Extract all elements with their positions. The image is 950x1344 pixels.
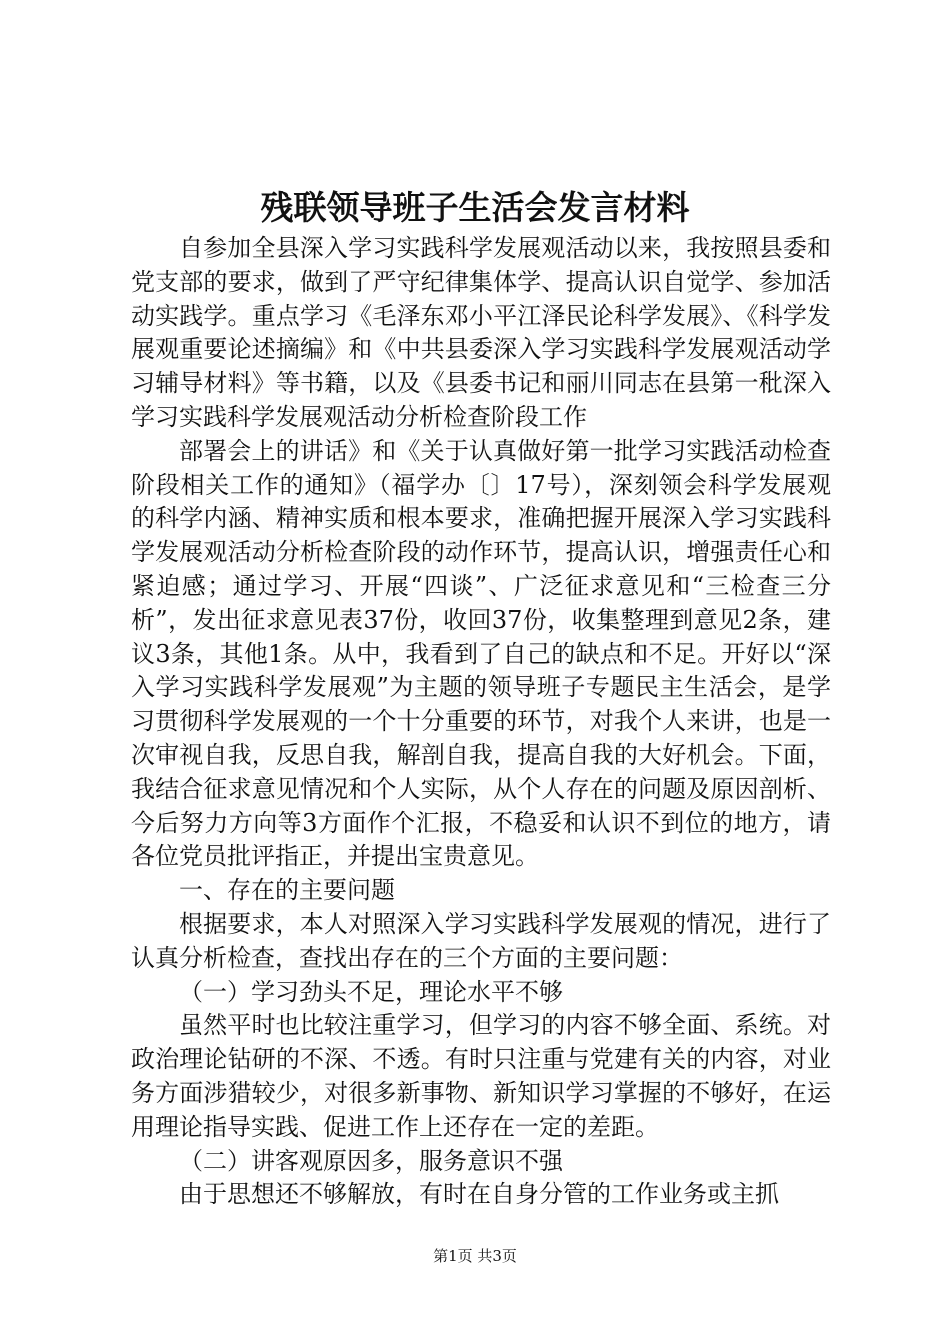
paragraph: 自参加全县深入学习实践科学发展观活动以来，我按照县委和党支部的要求，做到了严守纪律集体学、提高认识自觉学、参加活动实践学。重点学习《毛泽东邓小平江泽民论科学发展》、《科学发展观重要论述摘编》和《中共县委深入学习实践科学发展观活动学习辅导材料》等书籍，以及《县委书记和丽川同志在县第一秕深入学习实践科学发展观活动分析检查阶段工作: [131, 234, 831, 431]
document-body: [131, 232, 831, 1212]
paragraph: 虽然平时也比较注重学习，但学习的内容不够全面、系统。对政治理论钻研的不深、不透。有时只注重与党建有关的内容，对业务方面涉猎较少，对很多新事物、新知识学习掌握的不够好，在运用理论指导实践、促进工作上还存在一定的差距。: [131, 1011, 831, 1141]
subsection-heading: （二）讲客观原因多，服务意识不强: [179, 1146, 563, 1175]
paragraph: 根据要求，本人对照深入学习实践科学发展观的情况，进行了认真分析检查，查找出存在的三个方面的主要问题：: [131, 909, 831, 972]
document-title: 残联领导班子生活会发言材料: [260, 188, 690, 227]
page-footer: 第1页 共3页: [433, 1247, 517, 1265]
paragraph: 部署会上的讲话》和《关于认真做好第一批学习实践活动检查阶段相关工作的通知》（福学办〔〕17号），深刻领会科学发展观的科学内涵、精神实质和根本要求，准确把握开展深入学习实践科学发展观活动分析检查阶段的动作环节，提高认识，增强责任心和紧迫感；通过学习、开展“四谈”、广泛征求意见和“三检查三分析”，发出征求意见表37份，收回37份，收集整理到意见2条，建议3条，其他1条。从中，我看到了自己的缺点和不足。开好以“深入学习实践科学发展观”为主题的领导班子专题民主生活会，是学习贯彻科学发展观的一个十分重要的环节，对我个人来讲，也是一次审视自我，反思自我，解剖自我，提高自我的大好机会。下面，我结合征求意见情况和个人实际，从个人存在的问题及原因剖析、今后努力方向等3方面作个汇报，不稳妥和认识不到位的地方，请各位党员批评指正，并提出宝贵意见。: [131, 436, 831, 871]
subsection-heading: （一）学习劲头不足，理论水平不够: [179, 977, 563, 1006]
section-heading: 一、存在的主要问题: [179, 876, 395, 905]
paragraph: 由于思想还不够解放，有时在自身分管的工作业务或主抓: [179, 1180, 779, 1209]
